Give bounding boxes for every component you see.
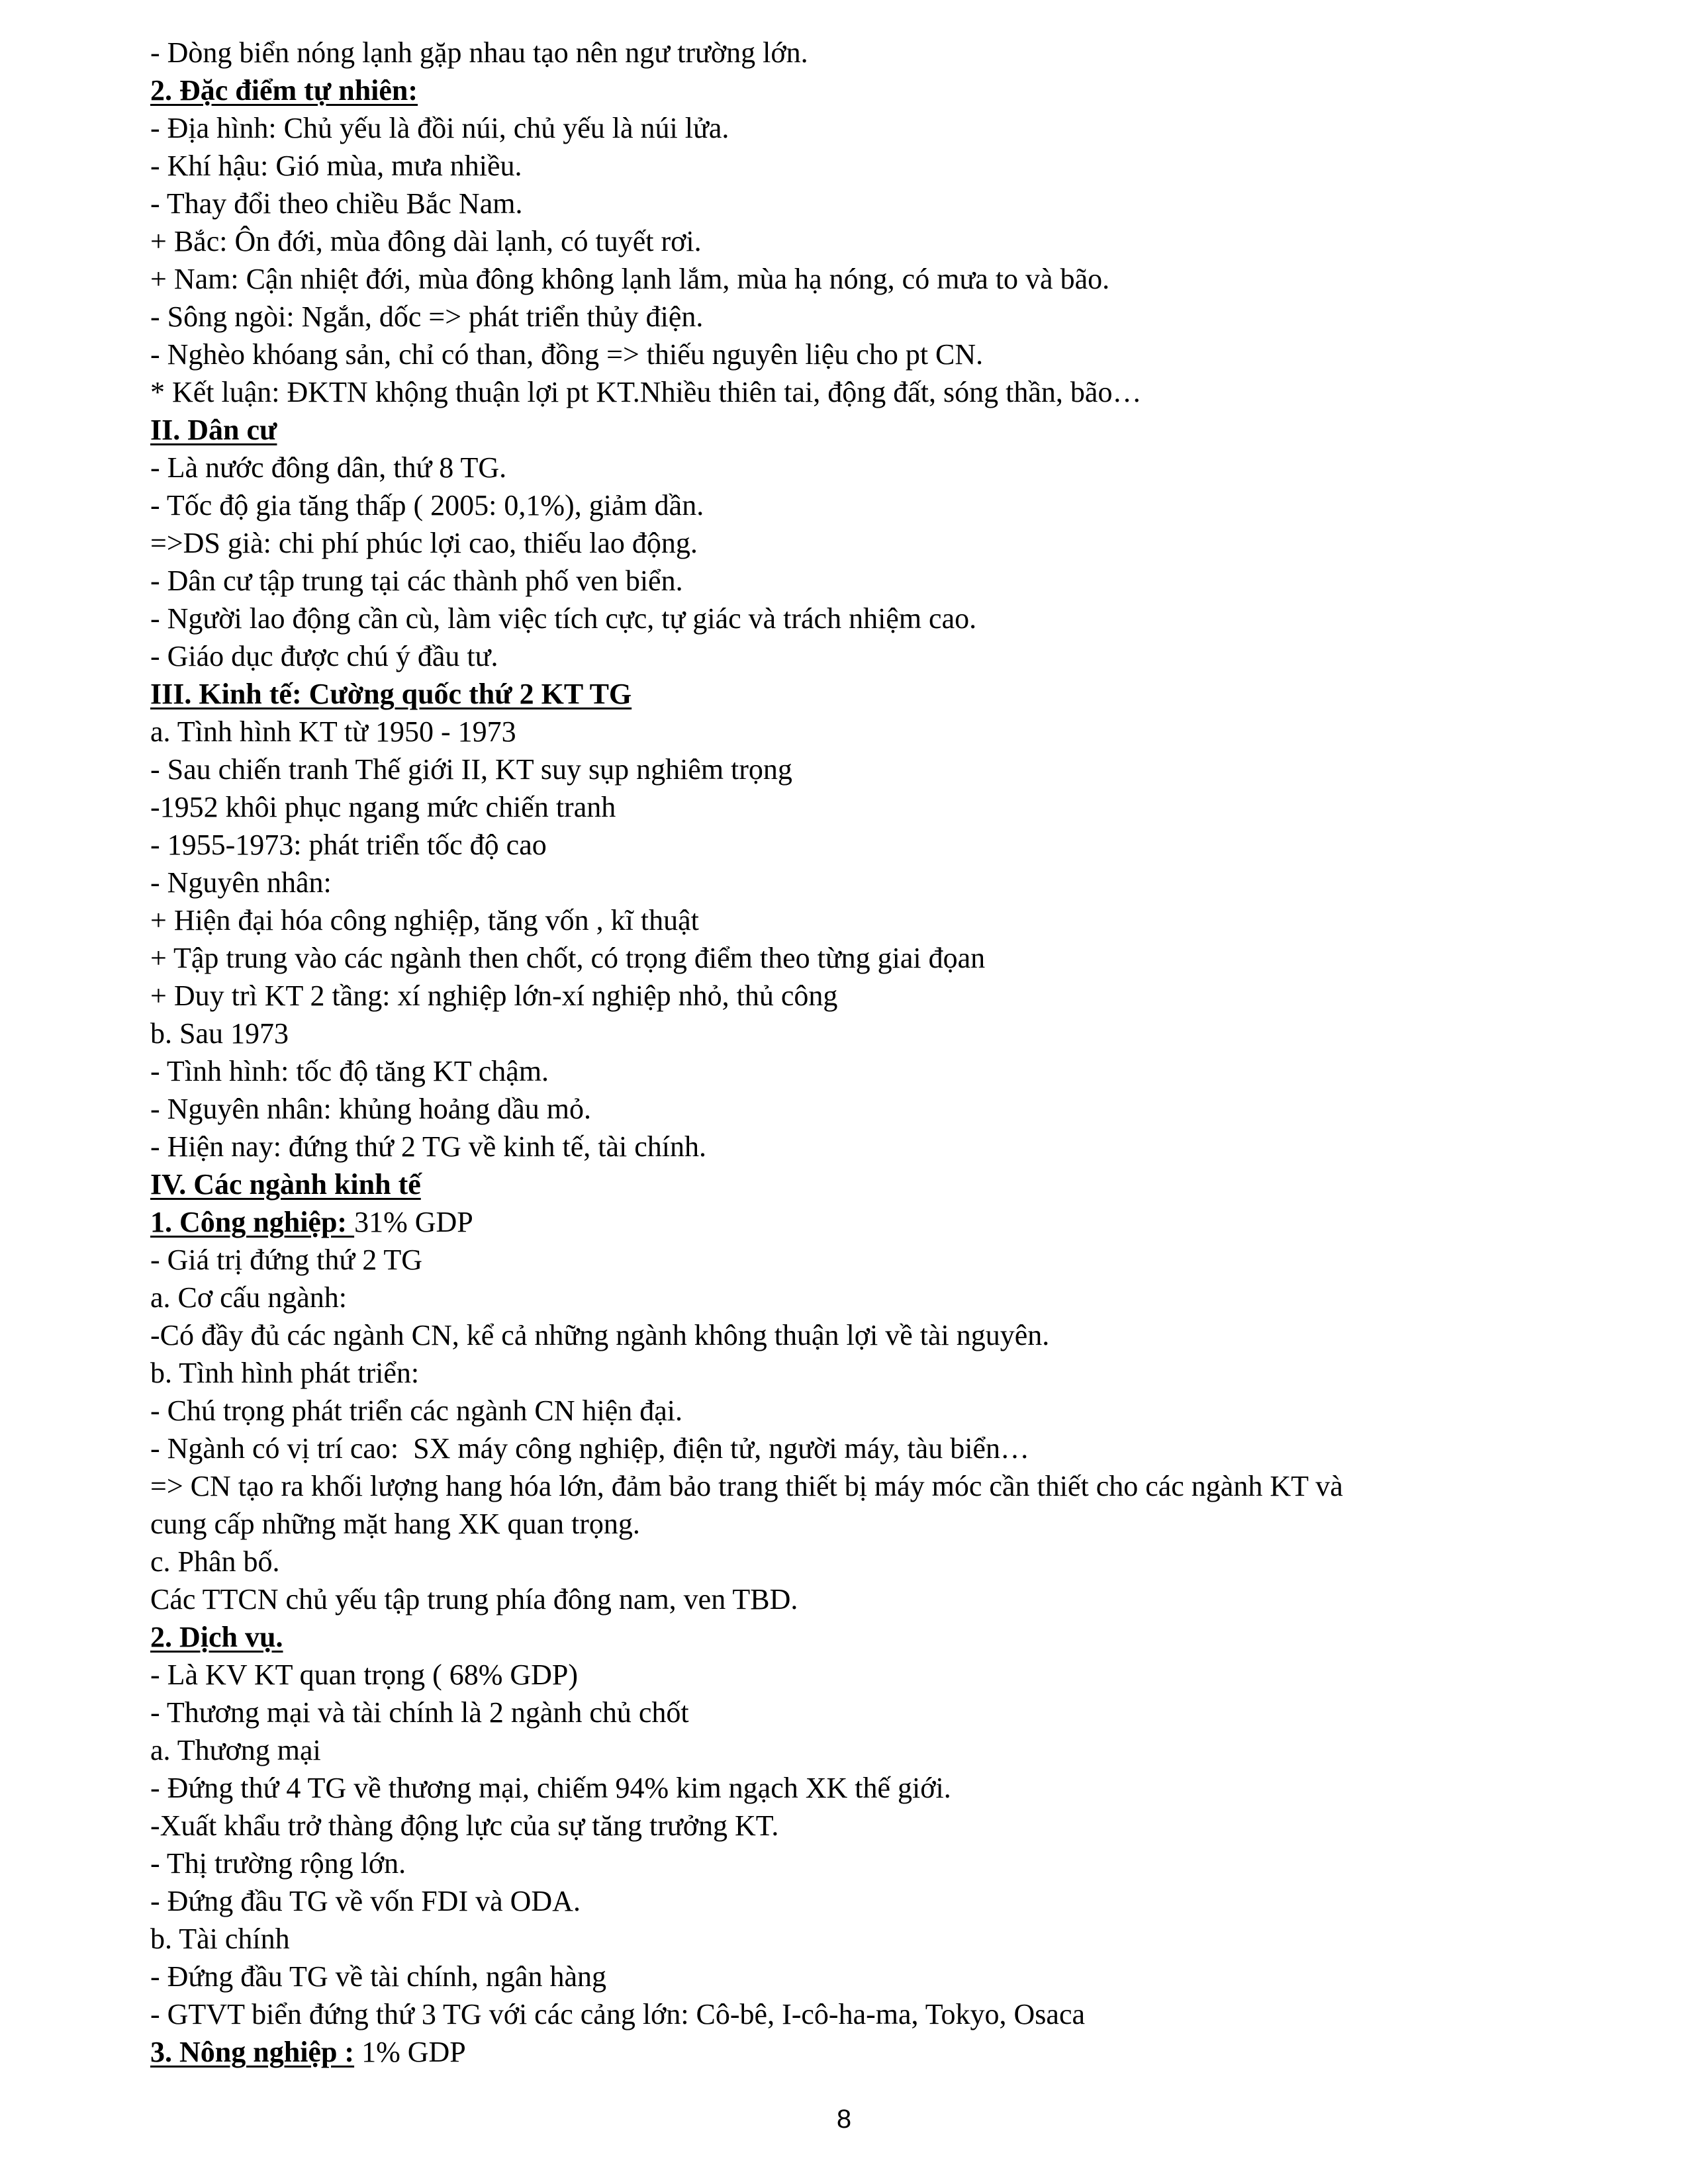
text-line: - Dòng biển nóng lạnh gặp nhau tạo nên ngư trường lớn. — [150, 36, 808, 69]
section-heading — [150, 1618, 1554, 1656]
text-line: cung cấp những mặt hang XK quan trọng. — [150, 1508, 640, 1540]
text-line: - Sau chiến tranh Thế giới II, KT suy sụp nghiêm trọng — [150, 753, 792, 786]
text-line: -1952 khôi phục ngang mức chiến tranh — [150, 791, 616, 823]
section-heading — [150, 411, 1554, 449]
page-number: 8 — [836, 2105, 852, 2134]
text-line: - Tình hình: tốc độ tăng KT chậm. — [150, 1055, 549, 1087]
heading-text: 2. Đặc điểm tự nhiên: — [150, 74, 418, 107]
text-line: - GTVT biển đứng thứ 3 TG với các cảng lớn: Cô-bê, I-cô-ha-ma, Tokyo, Osaca — [150, 1998, 1085, 2030]
section-heading — [150, 2033, 1554, 2071]
text-line: - Hiện nay: đứng thứ 2 TG về kinh tế, tài chính. — [150, 1130, 706, 1163]
heading-text: 3. Nông nghiệp : — [150, 2036, 355, 2068]
text-line: - Sông ngòi: Ngắn, dốc => phát triển thủy điện. — [150, 300, 704, 333]
text-line: + Nam: Cận nhiệt đới, mùa đông không lạnh lắm, mùa hạ nóng, có mưa to và bão. — [150, 263, 1110, 295]
text-line: - Địa hình: Chủ yếu là đồi núi, chủ yếu là núi lửa. — [150, 112, 729, 144]
text-line: b. Tình hình phát triển: — [150, 1357, 420, 1389]
text-line: - Chú trọng phát triển các ngành CN hiện đại. — [150, 1394, 683, 1427]
text-line: c. Phân bố. — [150, 1545, 280, 1578]
text-line: - Giáo dục được chú ý đầu tư. — [150, 640, 498, 672]
text-line: - Nguyên nhân: — [150, 866, 332, 899]
text-line: - Khí hậu: Gió mùa, mưa nhiều. — [150, 150, 522, 182]
text-line: - Người lao động cần cù, làm việc tích cực, tự giác và trách nhiệm cao. — [150, 602, 977, 635]
text-line: -Xuất khẩu trở thàng động lực của sự tăng trưởng KT. — [150, 1809, 779, 1842]
text-line: b. Sau 1973 — [150, 1017, 289, 1050]
text-line: Các TTCN chủ yếu tập trung phía đông nam, ven TBD. — [150, 1583, 798, 1615]
text-line: + Hiện đại hóa công nghiệp, tăng vốn , kĩ thuật — [150, 904, 699, 936]
section-heading — [150, 1203, 1554, 1241]
text-line: + Bắc: Ôn đới, mùa đông dài lạnh, có tuyết rơi. — [150, 225, 702, 257]
text-line: a. Thương mại — [150, 1734, 321, 1766]
heading-text: II. Dân cư — [150, 414, 277, 446]
text-line: =>DS già: chi phí phúc lợi cao, thiếu lao động. — [150, 527, 698, 559]
text-line: + Tập trung vào các ngành then chốt, có trọng điểm theo từng giai đọan — [150, 942, 986, 974]
heading-text: 1. Công nghiệp: — [150, 1206, 355, 1238]
text-line: - 1955-1973: phát triển tốc độ cao — [150, 829, 547, 861]
text-line: - Đứng thứ 4 TG về thương mại, chiếm 94% kim ngạch XK thế giới. — [150, 1772, 951, 1804]
text-line: * Kết luận: ĐKTN khộng thuận lợi pt KT.Nhiều thiên tai, động đất, sóng thần, bão… — [150, 376, 1142, 408]
heading-text: IV. Các ngành kinh tế — [150, 1168, 421, 1201]
text-line: a. Tình hình KT từ 1950 - 1973 — [150, 715, 516, 748]
text-line: => CN tạo ra khối lượng hang hóa lớn, đảm bảo trang thiết bị máy móc cần thiết cho các ngành KT và — [150, 1470, 1343, 1502]
text-line: - Là KV KT quan trọng ( 68% GDP) — [150, 1659, 579, 1691]
text-line: - Thị trường rộng lớn. — [150, 1847, 406, 1880]
heading-value: 31% GDP — [354, 1206, 473, 1238]
section-heading — [150, 71, 1554, 109]
text-line: + Duy trì KT 2 tầng: xí nghiệp lớn-xí nghiệp nhỏ, thủ công — [150, 979, 838, 1012]
text-line: - Thay đổi theo chiều Bắc Nam. — [150, 187, 523, 220]
section-heading — [150, 675, 1554, 713]
document-body — [150, 34, 1554, 2071]
heading-text: 2. Dịch vụ. — [150, 1621, 283, 1653]
text-line: - Là nước đông dân, thứ 8 TG. — [150, 451, 507, 484]
text-line: a. Cơ cấu ngành: — [150, 1281, 347, 1314]
text-line: - Thương mại và tài chính là 2 ngành chủ chốt — [150, 1696, 689, 1729]
text-line: - Ngành có vị trí cao: SX máy công nghiệp, điện tử, người máy, tàu biển… — [150, 1432, 1029, 1465]
text-line: - Tốc độ gia tăng thấp ( 2005: 0,1%), giảm dần. — [150, 489, 704, 522]
text-line: -Có đầy đủ các ngành CN, kể cả những ngành không thuận lợi về tài nguyên. — [150, 1319, 1050, 1351]
heading-value: 1% GDP — [354, 2036, 466, 2068]
text-line: - Nguyên nhân: khủng hoảng dầu mỏ. — [150, 1093, 591, 1125]
text-line: - Nghèo khóang sản, chỉ có than, đồng => thiếu nguyên liệu cho pt CN. — [150, 338, 984, 371]
text-line: - Giá trị đứng thứ 2 TG — [150, 1244, 423, 1276]
heading-text: III. Kinh tế: Cường quốc thứ 2 KT TG — [150, 678, 632, 710]
text-line: - Đứng đầu TG về vốn FDI và ODA. — [150, 1885, 581, 1917]
text-line: - Đứng đầu TG về tài chính, ngân hàng — [150, 1960, 606, 1993]
text-line: - Dân cư tập trung tại các thành phố ven biển. — [150, 565, 683, 597]
text-line: b. Tài chính — [150, 1923, 290, 1955]
section-heading — [150, 1165, 1554, 1203]
